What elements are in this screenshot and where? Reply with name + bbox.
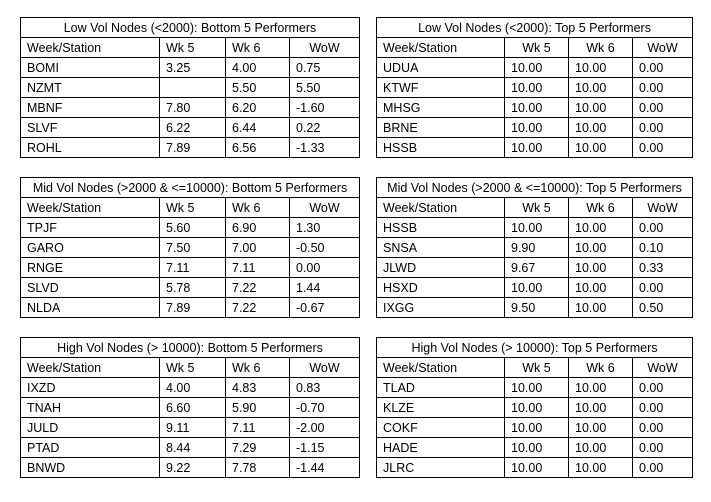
table-row: [377, 78, 693, 98]
wk6-cell: 4.83: [226, 378, 290, 398]
wk5-cell: 6.22: [160, 118, 226, 138]
station-cell: BRNE: [377, 118, 505, 138]
wk6-cell: 10.00: [569, 58, 633, 78]
table-row: [377, 378, 693, 398]
wk5-cell: 7.80: [160, 98, 226, 118]
table-title: Low Vol Nodes (<2000): Bottom 5 Performers: [21, 18, 360, 38]
column-header-wk5: Wk 5: [505, 38, 569, 58]
high-vol-bottom-table: [20, 337, 360, 478]
wk6-cell: 7.22: [226, 278, 290, 298]
table-row: [21, 458, 360, 478]
column-header-station: Week/Station: [21, 358, 160, 378]
station-cell: JLWD: [377, 258, 505, 278]
wk6-cell: 10.00: [569, 78, 633, 98]
wk5-cell: 10.00: [505, 218, 569, 238]
wow-cell: 0.00: [633, 218, 693, 238]
table-row: [377, 118, 693, 138]
column-header-station: Week/Station: [21, 198, 160, 218]
wk6-cell: 7.00: [226, 238, 290, 258]
column-header-station: Week/Station: [377, 38, 505, 58]
station-cell: PTAD: [21, 438, 160, 458]
station-cell: KTWF: [377, 78, 505, 98]
station-cell: SLVD: [21, 278, 160, 298]
low-vol-top-table: [376, 17, 693, 158]
station-cell: JULD: [21, 418, 160, 438]
table-row: [377, 298, 693, 318]
wk5-cell: 4.00: [160, 378, 226, 398]
wow-cell: 0.00: [633, 138, 693, 158]
wk6-cell: 10.00: [569, 218, 633, 238]
wow-cell: 0.00: [633, 78, 693, 98]
station-cell: TPJF: [21, 218, 160, 238]
table-row: [21, 58, 360, 78]
column-header-wk6: Wk 6: [569, 358, 633, 378]
table-row: [21, 78, 360, 98]
station-cell: KLZE: [377, 398, 505, 418]
station-cell: HSXD: [377, 278, 505, 298]
table-title: High Vol Nodes (> 10000): Top 5 Performers: [377, 338, 693, 358]
wk5-cell: 6.60: [160, 398, 226, 418]
wk6-cell: 6.44: [226, 118, 290, 138]
station-cell: MBNF: [21, 98, 160, 118]
wk6-cell: 10.00: [569, 258, 633, 278]
station-cell: HSSB: [377, 218, 505, 238]
table-row: [377, 438, 693, 458]
wow-cell: 0.50: [633, 298, 693, 318]
table-row: [377, 98, 693, 118]
wk5-cell: 5.78: [160, 278, 226, 298]
table-row: [21, 398, 360, 418]
column-header-wk5: Wk 5: [505, 198, 569, 218]
wk6-cell: 10.00: [569, 298, 633, 318]
wk5-cell: 7.50: [160, 238, 226, 258]
table-row: [21, 278, 360, 298]
wk6-cell: 7.11: [226, 258, 290, 278]
station-cell: TNAH: [21, 398, 160, 418]
station-cell: BOMI: [21, 58, 160, 78]
wk5-cell: 10.00: [505, 278, 569, 298]
wk5-cell: 10.00: [505, 398, 569, 418]
wk6-cell: 10.00: [569, 458, 633, 478]
station-cell: ROHL: [21, 138, 160, 158]
wk5-cell: 9.67: [505, 258, 569, 278]
wow-cell: -1.33: [290, 138, 360, 158]
wk6-cell: 6.56: [226, 138, 290, 158]
table-row: [21, 258, 360, 278]
wk5-cell: 10.00: [505, 78, 569, 98]
table-row: [377, 458, 693, 478]
wk6-cell: 10.00: [569, 98, 633, 118]
column-header-wk5: Wk 5: [160, 38, 226, 58]
station-cell: GARO: [21, 238, 160, 258]
table-row: [21, 98, 360, 118]
station-cell: BNWD: [21, 458, 160, 478]
wk6-cell: 10.00: [569, 378, 633, 398]
wk5-cell: 10.00: [505, 438, 569, 458]
wk5-cell: 9.50: [505, 298, 569, 318]
wk5-cell: 3.25: [160, 58, 226, 78]
table-row: [377, 218, 693, 238]
wk5-cell: 8.44: [160, 438, 226, 458]
wow-cell: 0.00: [633, 378, 693, 398]
wk6-cell: 6.20: [226, 98, 290, 118]
station-cell: IXGG: [377, 298, 505, 318]
table-row: [21, 438, 360, 458]
wk5-cell: 7.89: [160, 138, 226, 158]
wk6-cell: 10.00: [569, 238, 633, 258]
station-cell: NZMT: [21, 78, 160, 98]
table-row: [21, 378, 360, 398]
wow-cell: 5.50: [290, 78, 360, 98]
wow-cell: 0.00: [633, 58, 693, 78]
wk5-cell: 10.00: [505, 98, 569, 118]
wk6-cell: 6.90: [226, 218, 290, 238]
station-cell: JLRC: [377, 458, 505, 478]
wow-cell: 0.00: [633, 398, 693, 418]
wk5-cell: 7.89: [160, 298, 226, 318]
table-row: [377, 138, 693, 158]
column-header-wow: WoW: [290, 38, 360, 58]
wow-cell: 0.00: [633, 438, 693, 458]
station-cell: NLDA: [21, 298, 160, 318]
wow-cell: -2.00: [290, 418, 360, 438]
wk6-cell: 4.00: [226, 58, 290, 78]
table-row: [21, 118, 360, 138]
column-header-wk5: Wk 5: [160, 198, 226, 218]
wow-cell: -0.70: [290, 398, 360, 418]
table-row: [21, 238, 360, 258]
wk6-cell: 7.22: [226, 298, 290, 318]
wow-cell: -0.50: [290, 238, 360, 258]
wow-cell: 0.75: [290, 58, 360, 78]
table-title: High Vol Nodes (> 10000): Bottom 5 Performers: [21, 338, 360, 358]
column-header-wk6: Wk 6: [569, 38, 633, 58]
wow-cell: 0.33: [633, 258, 693, 278]
wow-cell: 0.83: [290, 378, 360, 398]
column-header-wk6: Wk 6: [226, 358, 290, 378]
station-cell: COKF: [377, 418, 505, 438]
column-header-wk5: Wk 5: [505, 358, 569, 378]
wow-cell: 0.00: [633, 98, 693, 118]
table-row: [21, 218, 360, 238]
column-header-wow: WoW: [290, 198, 360, 218]
wk6-cell: 7.11: [226, 418, 290, 438]
wk6-cell: 10.00: [569, 118, 633, 138]
wow-cell: -1.15: [290, 438, 360, 458]
wk6-cell: 10.00: [569, 138, 633, 158]
wk5-cell: 9.11: [160, 418, 226, 438]
station-cell: UDUA: [377, 58, 505, 78]
column-header-wk6: Wk 6: [226, 38, 290, 58]
table-row: [21, 138, 360, 158]
wk5-cell: 9.22: [160, 458, 226, 478]
table-title: Low Vol Nodes (<2000): Top 5 Performers: [377, 18, 693, 38]
wow-cell: 0.00: [633, 418, 693, 438]
wow-cell: -0.67: [290, 298, 360, 318]
low-vol-bottom-table: [20, 17, 360, 158]
mid-vol-top-table: [376, 177, 693, 318]
station-cell: RNGE: [21, 258, 160, 278]
station-cell: MHSG: [377, 98, 505, 118]
column-header-wk6: Wk 6: [226, 198, 290, 218]
column-header-wk5: Wk 5: [160, 358, 226, 378]
column-header-wow: WoW: [633, 38, 693, 58]
wk6-cell: 5.50: [226, 78, 290, 98]
column-header-wow: WoW: [633, 198, 693, 218]
table-row: [377, 258, 693, 278]
column-header-wow: WoW: [290, 358, 360, 378]
wk6-cell: 7.78: [226, 458, 290, 478]
high-vol-top-table: [376, 337, 693, 478]
table-row: [21, 418, 360, 438]
wow-cell: 0.10: [633, 238, 693, 258]
wow-cell: 0.00: [633, 278, 693, 298]
wow-cell: -1.44: [290, 458, 360, 478]
wk5-cell: 10.00: [505, 58, 569, 78]
wk6-cell: 7.29: [226, 438, 290, 458]
station-cell: SNSA: [377, 238, 505, 258]
wow-cell: 1.30: [290, 218, 360, 238]
station-cell: HSSB: [377, 138, 505, 158]
wow-cell: 0.00: [633, 118, 693, 138]
table-title: Mid Vol Nodes (>2000 & <=10000): Bottom 5 Performers: [21, 178, 360, 198]
wk6-cell: 10.00: [569, 438, 633, 458]
wk6-cell: 10.00: [569, 418, 633, 438]
wk5-cell: 7.11: [160, 258, 226, 278]
wk6-cell: 10.00: [569, 398, 633, 418]
table-row: [377, 418, 693, 438]
table-row: [21, 298, 360, 318]
wow-cell: -1.60: [290, 98, 360, 118]
mid-vol-bottom-table: [20, 177, 360, 318]
wk5-cell: 10.00: [505, 458, 569, 478]
table-row: [377, 58, 693, 78]
station-cell: IXZD: [21, 378, 160, 398]
wow-cell: 0.22: [290, 118, 360, 138]
wk5-cell: 9.90: [505, 238, 569, 258]
station-cell: SLVF: [21, 118, 160, 138]
column-header-station: Week/Station: [377, 198, 505, 218]
column-header-station: Week/Station: [377, 358, 505, 378]
wow-cell: 1.44: [290, 278, 360, 298]
wow-cell: 0.00: [290, 258, 360, 278]
wk5-cell: 10.00: [505, 378, 569, 398]
column-header-station: Week/Station: [21, 38, 160, 58]
table-row: [377, 398, 693, 418]
table-title: Mid Vol Nodes (>2000 & <=10000): Top 5 Performers: [377, 178, 693, 198]
wk5-cell: 5.60: [160, 218, 226, 238]
station-cell: TLAD: [377, 378, 505, 398]
table-row: [377, 238, 693, 258]
wow-cell: 0.00: [633, 458, 693, 478]
station-cell: HADE: [377, 438, 505, 458]
wk6-cell: 5.90: [226, 398, 290, 418]
table-row: [377, 278, 693, 298]
wk5-cell: 10.00: [505, 138, 569, 158]
wk5-cell: 10.00: [505, 118, 569, 138]
column-header-wk6: Wk 6: [569, 198, 633, 218]
wk5-cell: 10.00: [505, 418, 569, 438]
wk5-cell: [160, 78, 226, 98]
column-header-wow: WoW: [633, 358, 693, 378]
wk6-cell: 10.00: [569, 278, 633, 298]
